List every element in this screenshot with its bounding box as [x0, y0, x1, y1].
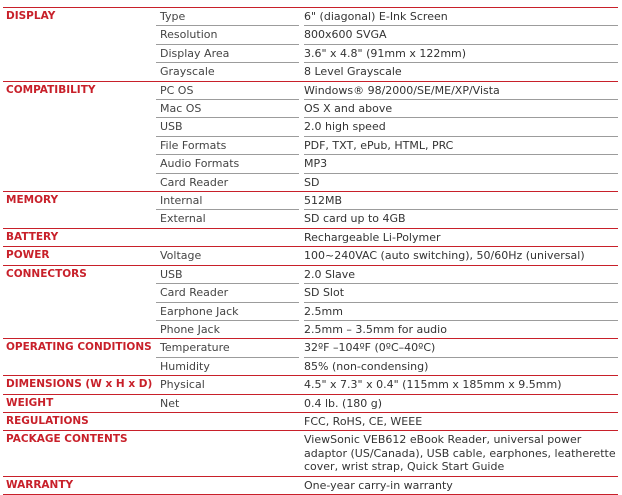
spec-row — [156, 192, 618, 209]
spec-row — [156, 44, 618, 62]
spec-label: File Formats — [156, 136, 299, 154]
section-category: COMPATIBILITY — [6, 83, 96, 96]
spec-label: Display Area — [156, 44, 299, 62]
spec-label: Physical — [160, 378, 205, 392]
spec-row — [156, 376, 618, 393]
spec-value: 512MB — [304, 194, 343, 208]
spec-row — [156, 82, 618, 99]
spec-label: Earphone Jack — [156, 302, 299, 320]
spec-label: Net — [160, 396, 180, 410]
spec-row — [156, 413, 618, 430]
spec-section — [3, 247, 618, 265]
spec-row — [156, 25, 618, 43]
spec-label: Type — [160, 10, 186, 23]
spec-value: SD — [304, 173, 618, 191]
spec-value: 2.5mm — [304, 302, 618, 320]
section-category: POWER — [6, 249, 50, 262]
section-category: DISPLAY — [6, 10, 56, 22]
section-category: PACKAGE CONTENTS — [6, 433, 128, 446]
spec-value: 800x600 SVGA — [304, 25, 618, 43]
spec-row — [156, 283, 618, 301]
spec-label: USB — [160, 267, 183, 281]
spec-label: Card Reader — [156, 283, 299, 301]
spec-value: 100~240VAC (auto switching), 50/60Hz (universal) — [304, 249, 585, 263]
spec-table — [3, 7, 618, 495]
spec-section — [3, 192, 618, 229]
spec-row — [156, 209, 618, 227]
spec-value: SD card up to 4GB — [304, 209, 618, 227]
spec-value: 4.5" x 7.3" x 0.4" (115mm x 185mm x 9.5mm) — [304, 378, 562, 392]
section-category: WARRANTY — [6, 478, 74, 491]
spec-label — [156, 229, 299, 246]
section-category: DIMENSIONS (W x H x D) — [6, 378, 153, 391]
spec-section — [3, 413, 618, 431]
spec-value: 8 Level Grayscale — [304, 62, 618, 80]
spec-row — [156, 302, 618, 320]
spec-row — [156, 154, 618, 172]
spec-row — [156, 8, 618, 25]
spec-label: External — [156, 209, 299, 227]
spec-label: Audio Formats — [156, 154, 299, 172]
spec-section — [3, 266, 618, 340]
spec-label: PC OS — [160, 83, 194, 97]
spec-label: Internal — [160, 194, 203, 208]
spec-value: One-year carry-in warranty — [304, 478, 453, 492]
spec-value: 32ºF –104ºF (0ºC–40ºC) — [304, 341, 436, 355]
spec-row — [156, 136, 618, 154]
spec-row — [156, 431, 618, 476]
spec-section — [3, 431, 618, 477]
spec-label: Mac OS — [156, 99, 299, 117]
section-category: MEMORY — [6, 194, 59, 207]
spec-section — [3, 395, 618, 413]
section-category: BATTERY — [6, 230, 59, 243]
spec-label: Temperature — [160, 341, 230, 355]
spec-section — [3, 339, 618, 376]
spec-value: PDF, TXT, ePub, HTML, PRC — [304, 136, 618, 154]
spec-value: ViewSonic VEB612 eBook Reader, universal power adaptor (US/Canada), USB cable, earphones, leatherette cover, wrist strap, Quick Start Guide — [304, 433, 616, 474]
spec-value: 2.5mm – 3.5mm for audio — [304, 320, 618, 338]
spec-row — [156, 99, 618, 117]
spec-label: USB — [156, 117, 299, 135]
spec-row — [156, 247, 618, 264]
spec-row — [156, 395, 618, 412]
spec-label: Grayscale — [156, 62, 299, 80]
spec-value: MP3 — [304, 154, 618, 172]
spec-value: 0.4 lb. (180 g) — [304, 396, 383, 410]
spec-section — [3, 229, 618, 247]
spec-value: Windows® 98/2000/SE/ME/XP/Vista — [304, 83, 500, 97]
spec-label: Phone Jack — [156, 320, 299, 338]
spec-label: Voltage — [160, 249, 202, 263]
spec-section — [3, 7, 618, 82]
spec-row — [156, 117, 618, 135]
spec-label — [156, 413, 299, 430]
section-category: REGULATIONS — [6, 414, 89, 427]
spec-row — [156, 477, 618, 494]
spec-section — [3, 477, 618, 495]
spec-row — [156, 173, 618, 191]
spec-label — [156, 477, 299, 494]
spec-value: Rechargeable Li-Polymer — [304, 230, 441, 244]
spec-value: 85% (non-condensing) — [304, 357, 618, 375]
spec-row — [156, 357, 618, 375]
section-category: WEIGHT — [6, 396, 54, 409]
spec-section — [3, 376, 618, 394]
spec-label — [156, 431, 299, 476]
spec-label: Humidity — [156, 357, 299, 375]
spec-value: 3.6" x 4.8" (91mm x 122mm) — [304, 44, 618, 62]
spec-value: 2.0 Slave — [304, 267, 356, 281]
spec-section — [3, 82, 618, 192]
spec-label: Resolution — [156, 25, 299, 43]
spec-label: Card Reader — [156, 173, 299, 191]
spec-row — [156, 229, 618, 246]
spec-value: OS X and above — [304, 99, 618, 117]
spec-row — [156, 320, 618, 338]
spec-row — [156, 339, 618, 356]
spec-row — [156, 62, 618, 80]
section-category: OPERATING CONDITIONS — [6, 341, 152, 354]
section-category: CONNECTORS — [6, 267, 87, 280]
spec-value: 2.0 high speed — [304, 117, 618, 135]
spec-value: 6" (diagonal) E-Ink Screen — [304, 10, 448, 23]
spec-value: FCC, RoHS, CE, WEEE — [304, 414, 423, 428]
spec-value: SD Slot — [304, 283, 618, 301]
spec-row — [156, 266, 618, 283]
